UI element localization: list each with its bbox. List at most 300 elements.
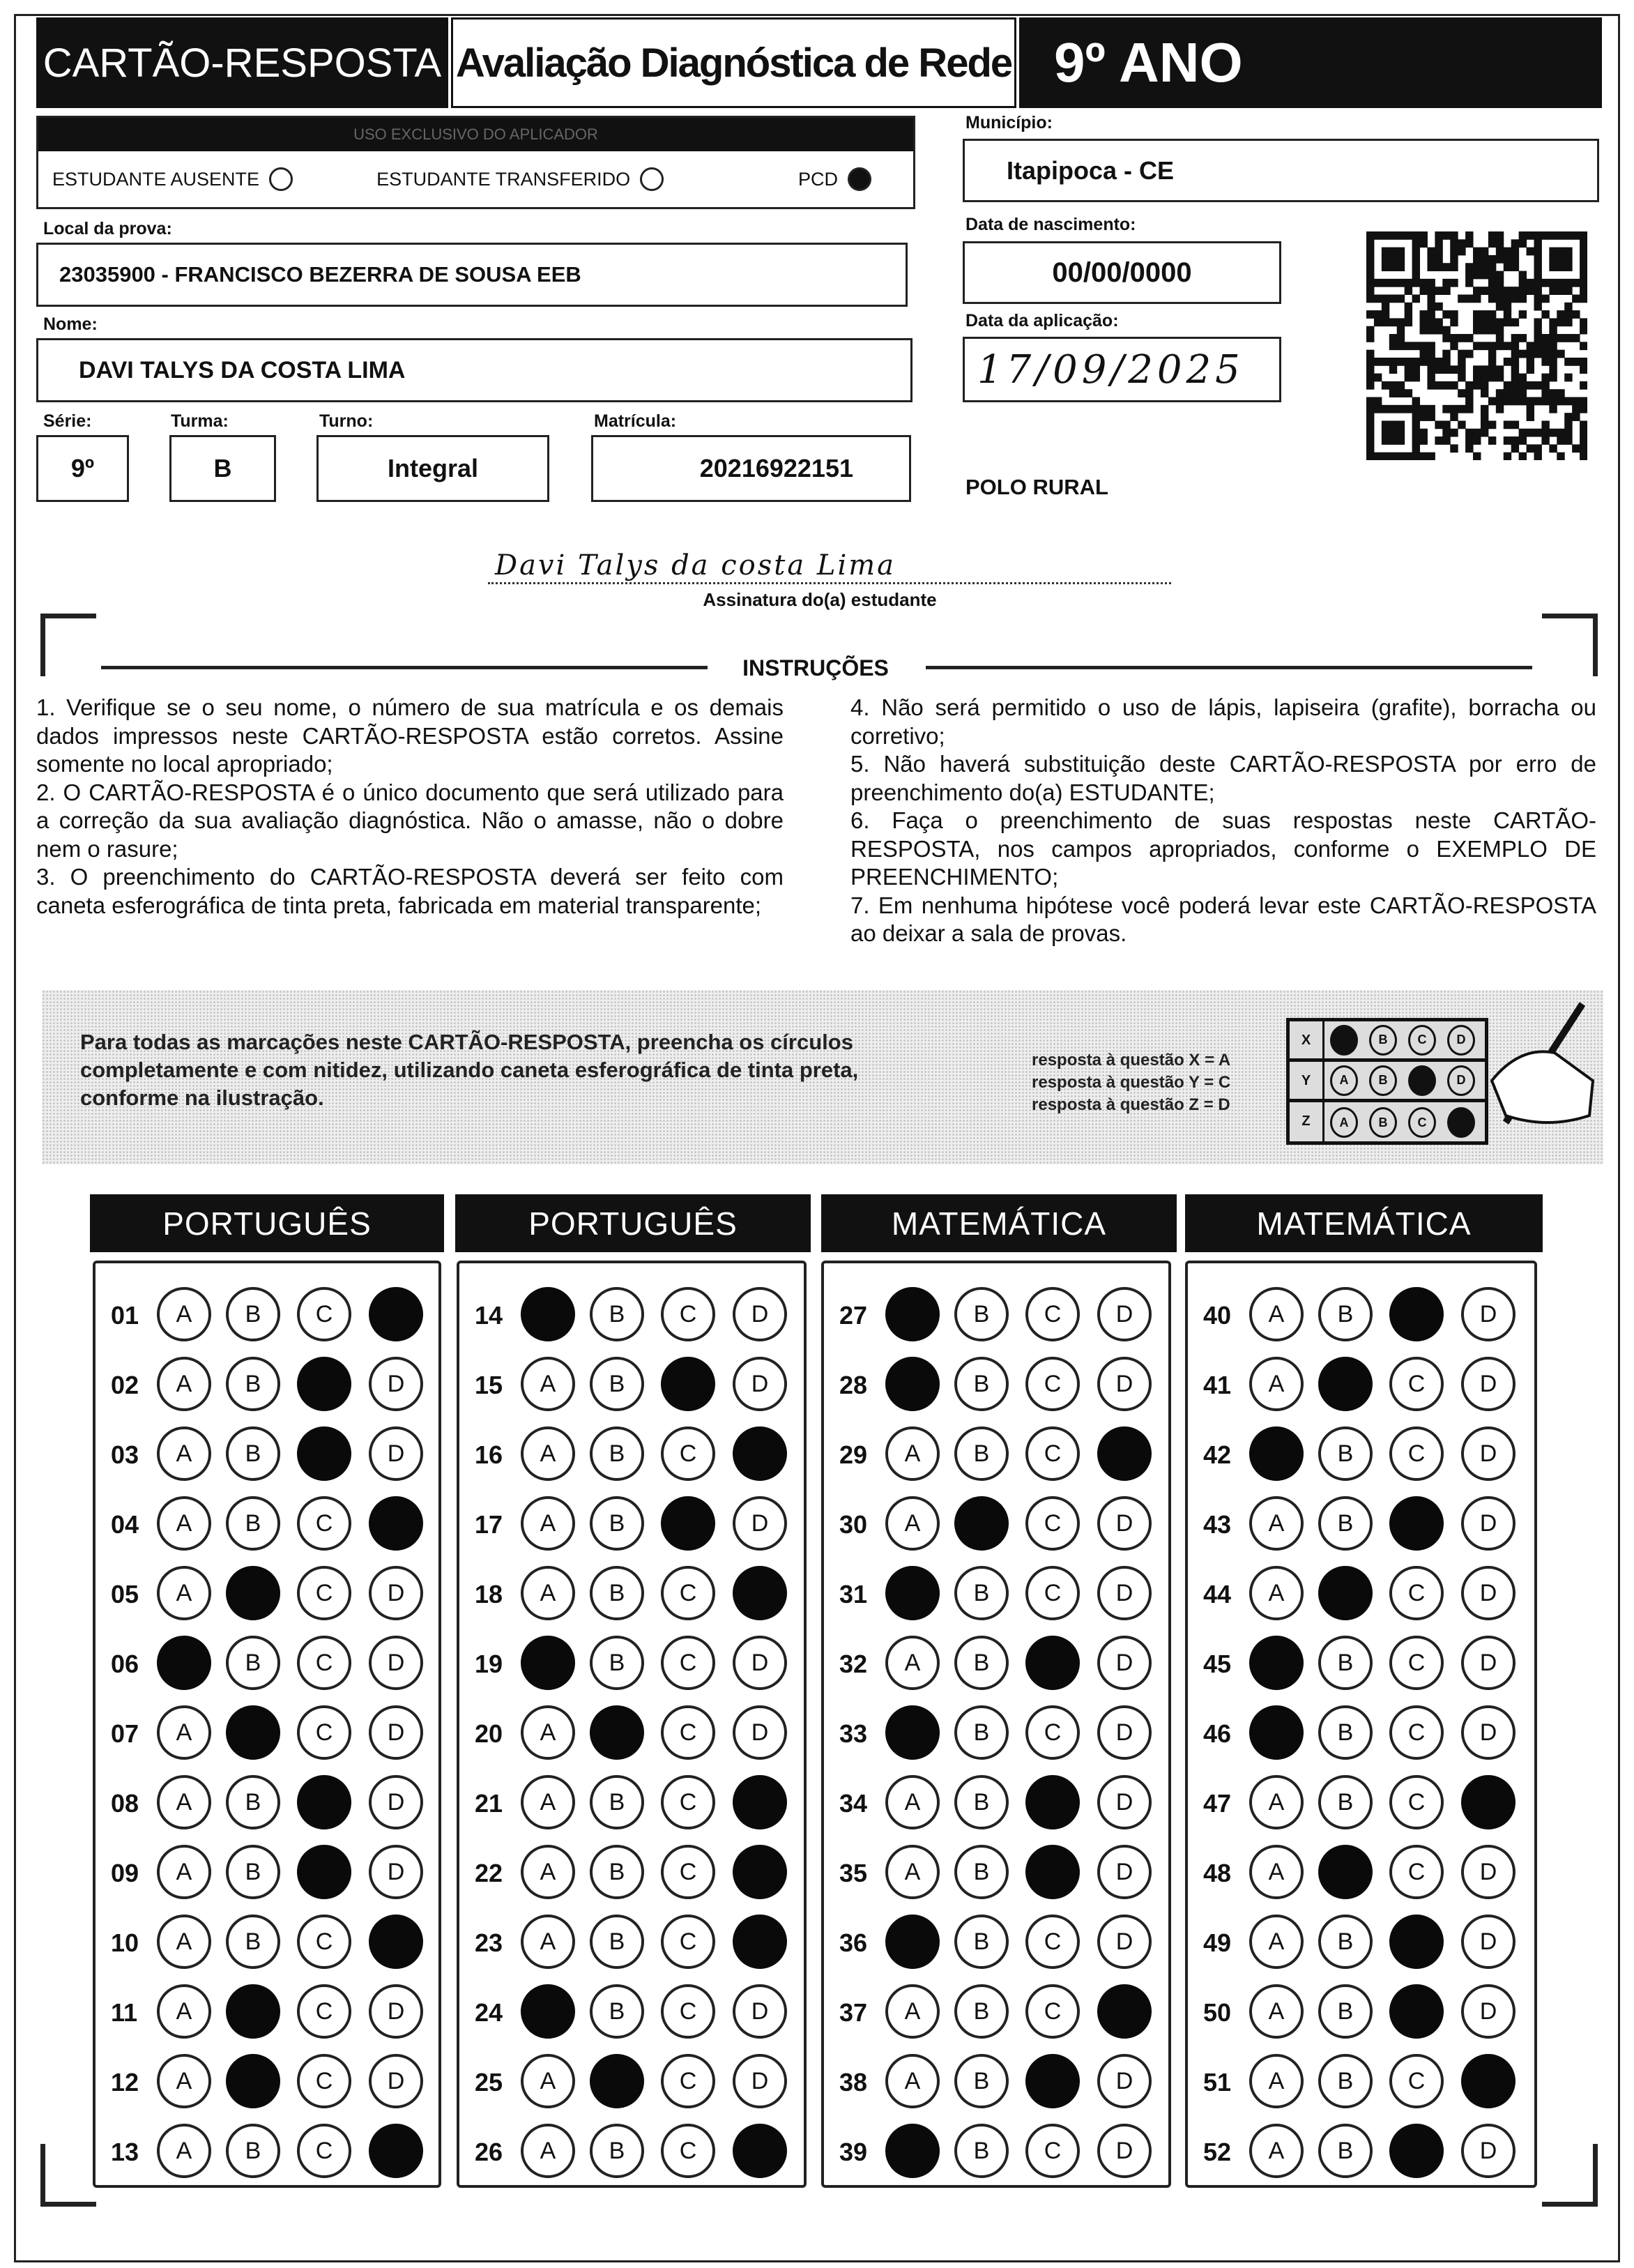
answer-bubble-d[interactable]: D: [733, 1357, 787, 1411]
answer-bubble-a[interactable]: [1249, 1426, 1304, 1481]
answer-bubble-d[interactable]: D: [1097, 1705, 1152, 1760]
answer-bubble-a[interactable]: A: [157, 1775, 211, 1829]
answer-bubble-a[interactable]: A: [157, 1984, 211, 2039]
answer-bubble-b[interactable]: [226, 1566, 280, 1620]
answer-bubble-c[interactable]: C: [1025, 1357, 1080, 1411]
answer-bubble-b[interactable]: B: [1318, 1705, 1373, 1760]
question-number: 19: [475, 1650, 503, 1678]
example-bubble-a: A: [1330, 1107, 1358, 1138]
answer-bubble-a[interactable]: A: [521, 1845, 575, 1899]
answer-bubble-c[interactable]: [297, 1775, 351, 1829]
answer-bubble-c[interactable]: [297, 1845, 351, 1899]
example-bubble-c: [1408, 1065, 1436, 1096]
instruction-item: 1. Verifique se o seu nome, o número de sua matrícula e os demais dados impressos neste CARTÃO-RESPOSTA estão corretos. Assine somente no local apropriado;: [36, 694, 784, 777]
answer-bubble-c[interactable]: C: [297, 1287, 351, 1341]
instruction-item: 5. Não haverá substituição deste CARTÃO-RESPOSTA por erro de preenchimento do(a) ESTUDANTE;: [850, 751, 1596, 805]
question-number: 15: [475, 1371, 503, 1399]
answer-bubble-c[interactable]: C: [1389, 1636, 1444, 1690]
question-number: 36: [839, 1928, 868, 1957]
question-row: [824, 1915, 1168, 1970]
question-number: 25: [475, 2068, 503, 2096]
question-number: 01: [111, 1301, 139, 1330]
answer-bubble-a[interactable]: A: [885, 1845, 940, 1899]
turno-label: Turno:: [319, 411, 374, 431]
answer-bubble-c[interactable]: C: [1389, 1845, 1444, 1899]
answer-bubble-c[interactable]: [297, 1426, 351, 1481]
answer-bubble-b[interactable]: B: [590, 1496, 644, 1551]
answer-bubble-c[interactable]: C: [661, 1287, 715, 1341]
question-number: 02: [111, 1371, 139, 1399]
answer-bubble-d[interactable]: D: [369, 1357, 423, 1411]
answer-bubble-d[interactable]: D: [733, 1636, 787, 1690]
instruction-item: 6. Faça o preenchimento de suas respostas neste CARTÃO-RESPOSTA, nos campos apropriados, conforme o EXEMPLO DE PREENCHIMENTO;: [850, 807, 1596, 890]
answer-bubble-a[interactable]: [1249, 1705, 1304, 1760]
answer-bubble-d[interactable]: D: [733, 2054, 787, 2108]
corner-mark: [1542, 2144, 1598, 2207]
answer-bubble-b[interactable]: B: [226, 1287, 280, 1341]
instructions-right: [850, 694, 1596, 948]
question-number: 39: [839, 2138, 868, 2166]
answer-bubble-c[interactable]: [1025, 1636, 1080, 1690]
answer-bubble-b[interactable]: B: [590, 1566, 644, 1620]
answer-bubble-b[interactable]: B: [226, 1636, 280, 1690]
answer-bubble-c[interactable]: C: [297, 1636, 351, 1690]
answer-bubble-c[interactable]: C: [661, 1566, 715, 1620]
answer-bubble-b[interactable]: B: [954, 1845, 1009, 1899]
answer-bubble-c[interactable]: [661, 1496, 715, 1551]
answer-bubble-d[interactable]: D: [1461, 2124, 1515, 2178]
answer-bubble-b[interactable]: B: [226, 1426, 280, 1481]
question-number: 51: [1203, 2068, 1232, 2096]
question-row: [459, 1915, 804, 1970]
question-number: 06: [111, 1650, 139, 1678]
answer-bubble-a[interactable]: A: [885, 1496, 940, 1551]
answer-bubble-d[interactable]: [1461, 1775, 1515, 1829]
answer-bubble-d[interactable]: D: [1097, 2124, 1152, 2178]
answer-bubble-d[interactable]: [733, 1566, 787, 1620]
instruction-item: 7. Em nenhuma hipótese você poderá levar este CARTÃO-RESPOSTA ao deixar a sala de provas.: [850, 892, 1596, 946]
example-line: resposta à questão Y = C: [1032, 1073, 1231, 1092]
answer-bubble-b[interactable]: B: [954, 1426, 1009, 1481]
question-row: [96, 1357, 438, 1413]
answer-bubble-b[interactable]: B: [1318, 1775, 1373, 1829]
answer-bubble-c[interactable]: C: [297, 1984, 351, 2039]
answer-bubble-a[interactable]: A: [157, 1705, 211, 1760]
question-number: 16: [475, 1440, 503, 1469]
question-row: [459, 1426, 804, 1482]
answer-bubble-d[interactable]: [369, 1915, 423, 1969]
answer-bubble-c[interactable]: [661, 1357, 715, 1411]
answer-bubble-d[interactable]: [733, 2124, 787, 2178]
answer-bubble-a[interactable]: A: [521, 1705, 575, 1760]
answer-bubble-b[interactable]: B: [954, 1566, 1009, 1620]
corner-mark: [40, 2144, 96, 2207]
answer-bubble-c[interactable]: C: [661, 2054, 715, 2108]
answer-bubble-d[interactable]: D: [369, 1426, 423, 1481]
answer-bubble-a[interactable]: A: [521, 1566, 575, 1620]
answer-bubble-b[interactable]: [1318, 1357, 1373, 1411]
answer-bubble-b[interactable]: B: [590, 2124, 644, 2178]
answer-bubble-b[interactable]: [226, 1984, 280, 2039]
answer-bubble-a[interactable]: A: [157, 2054, 211, 2108]
answer-bubble-b[interactable]: B: [590, 1287, 644, 1341]
answer-bubble-b[interactable]: B: [226, 1915, 280, 1969]
serie-field: 9º: [36, 435, 129, 502]
answer-bubble-b[interactable]: [590, 1705, 644, 1760]
answer-bubble-b[interactable]: B: [590, 1984, 644, 2039]
answer-bubble-b[interactable]: B: [590, 1357, 644, 1411]
answer-bubble-b[interactable]: B: [1318, 1915, 1373, 1969]
question-number: 38: [839, 2068, 868, 2096]
answer-bubble-c[interactable]: C: [1389, 1426, 1444, 1481]
answer-bubble-a[interactable]: A: [1249, 1775, 1304, 1829]
matricula-field: 20216922151: [591, 435, 911, 502]
example-bubble-c: C: [1408, 1025, 1436, 1056]
nascimento-field: 00/00/0000: [963, 241, 1281, 304]
answer-bubble-c[interactable]: [1025, 1845, 1080, 1899]
answer-bubble-b[interactable]: B: [1318, 2124, 1373, 2178]
answer-bubble-d[interactable]: [369, 1496, 423, 1551]
answer-bubble-a[interactable]: A: [521, 1426, 575, 1481]
question-row: [824, 1496, 1168, 1552]
answer-bubble-c[interactable]: C: [297, 2054, 351, 2108]
question-number: 42: [1203, 1440, 1232, 1469]
answer-bubble-c[interactable]: [1389, 1496, 1444, 1551]
answer-bubble-c[interactable]: [1389, 1915, 1444, 1969]
answer-bubble-d[interactable]: D: [733, 1984, 787, 2039]
answer-bubble-b[interactable]: B: [954, 1357, 1009, 1411]
answer-bubble-c[interactable]: C: [1389, 1357, 1444, 1411]
answer-bubble-b[interactable]: B: [226, 2124, 280, 2178]
answer-bubble-b[interactable]: B: [590, 1775, 644, 1829]
answer-bubble-b[interactable]: B: [226, 1775, 280, 1829]
answer-bubble-c[interactable]: C: [1025, 1705, 1080, 1760]
answer-bubble-b[interactable]: B: [1318, 1984, 1373, 2039]
answer-bubble-a[interactable]: A: [521, 2054, 575, 2108]
corner-mark: [40, 614, 96, 676]
answer-bubble-a[interactable]: A: [885, 1775, 940, 1829]
answer-bubble-a[interactable]: [885, 1357, 940, 1411]
answer-bubble-d[interactable]: [733, 1915, 787, 1969]
answer-bubble-b[interactable]: B: [1318, 1287, 1373, 1341]
answer-bubble-b[interactable]: B: [1318, 2054, 1373, 2108]
answer-bubble-c[interactable]: C: [1025, 1496, 1080, 1551]
answer-bubble-a[interactable]: A: [1249, 2054, 1304, 2108]
hand-pen-icon: [1478, 997, 1596, 1136]
question-row: [96, 2054, 438, 2110]
answer-bubble-c[interactable]: C: [1025, 1984, 1080, 2039]
question-row: [459, 1636, 804, 1691]
question-row: [96, 1984, 438, 2040]
answer-bubble-d[interactable]: D: [369, 1705, 423, 1760]
answer-bubble-a[interactable]: A: [1249, 1496, 1304, 1551]
answer-bubble-a[interactable]: A: [1249, 1845, 1304, 1899]
answer-bubble-c[interactable]: C: [661, 1636, 715, 1690]
answer-bubble-c[interactable]: [1389, 2124, 1444, 2178]
question-row: [96, 1845, 438, 1901]
answer-bubble-d[interactable]: D: [1461, 1705, 1515, 1760]
answer-bubble-d[interactable]: [369, 2124, 423, 2178]
pcd-checkbox[interactable]: [848, 167, 871, 191]
question-row: [459, 1566, 804, 1622]
answer-bubble-c[interactable]: C: [1025, 1426, 1080, 1481]
example-panel: [42, 990, 1603, 1164]
answer-bubble-d[interactable]: D: [1461, 1845, 1515, 1899]
answer-bubble-d[interactable]: D: [733, 1287, 787, 1341]
question-number: 29: [839, 1440, 868, 1469]
answer-bubble-c[interactable]: C: [1389, 1775, 1444, 1829]
answer-bubble-a[interactable]: A: [885, 1636, 940, 1690]
answer-bubble-c[interactable]: C: [297, 2124, 351, 2178]
answer-bubble-c[interactable]: C: [661, 1984, 715, 2039]
question-number: 27: [839, 1301, 868, 1330]
answer-bubble-c[interactable]: C: [297, 1566, 351, 1620]
example-bubble-d: D: [1447, 1025, 1475, 1056]
answer-bubble-c[interactable]: C: [297, 1705, 351, 1760]
answer-bubble-d[interactable]: D: [369, 2054, 423, 2108]
answer-bubble-d[interactable]: D: [1461, 1915, 1515, 1969]
answer-bubble-c[interactable]: C: [1389, 1566, 1444, 1620]
answer-bubble-c[interactable]: C: [661, 1705, 715, 1760]
answer-bubble-d[interactable]: [733, 1426, 787, 1481]
answer-bubble-d[interactable]: D: [1461, 1984, 1515, 2039]
question-number: 28: [839, 1371, 868, 1399]
question-number: 52: [1203, 2138, 1232, 2166]
answer-bubble-b[interactable]: B: [954, 1287, 1009, 1341]
answer-bubble-d[interactable]: D: [369, 1566, 423, 1620]
answer-bubble-a[interactable]: [885, 1705, 940, 1760]
answer-bubble-a[interactable]: A: [521, 1775, 575, 1829]
answer-bubble-b[interactable]: [954, 1496, 1009, 1551]
answer-bubble-c[interactable]: C: [1389, 1705, 1444, 1760]
question-row: [1188, 1287, 1534, 1343]
answer-bubble-c[interactable]: [1389, 1984, 1444, 2039]
question-number: 24: [475, 1998, 503, 2027]
answer-bubble-d[interactable]: D: [1097, 2054, 1152, 2108]
answer-bubble-d[interactable]: [369, 1287, 423, 1341]
answer-bubble-a[interactable]: A: [521, 1357, 575, 1411]
divider: [926, 666, 1532, 669]
answer-bubble-c[interactable]: C: [661, 1775, 715, 1829]
polo-label: POLO RURAL: [965, 475, 1108, 499]
example-bubble-a: [1330, 1025, 1358, 1056]
example-row: [1290, 1102, 1485, 1143]
answer-bubble-d[interactable]: [1097, 1984, 1152, 2039]
question-row: [824, 1287, 1168, 1343]
question-row: [1188, 2054, 1534, 2110]
question-number: 37: [839, 1998, 868, 2027]
question-row: [1188, 1426, 1534, 1482]
answer-bubble-a[interactable]: A: [157, 2124, 211, 2178]
answer-bubble-c[interactable]: [1025, 2054, 1080, 2108]
answer-bubble-c[interactable]: [1025, 1775, 1080, 1829]
question-number: 45: [1203, 1650, 1232, 1678]
answer-bubble-a[interactable]: A: [157, 1287, 211, 1341]
answer-bubble-a[interactable]: A: [521, 1496, 575, 1551]
question-row: [96, 1496, 438, 1552]
answer-bubble-d[interactable]: D: [733, 1705, 787, 1760]
answer-bubble-b[interactable]: B: [590, 1636, 644, 1690]
answer-bubble-a[interactable]: A: [1249, 1566, 1304, 1620]
exam-title: Avaliação Diagnóstica de Rede: [451, 17, 1016, 108]
question-row: [824, 2054, 1168, 2110]
answer-bubble-a[interactable]: A: [1249, 1287, 1304, 1341]
section-header: MATEMÁTICA: [821, 1194, 1177, 1252]
answer-bubble-d[interactable]: D: [1097, 1915, 1152, 1969]
answer-bubble-b[interactable]: B: [954, 1984, 1009, 2039]
answer-bubble-a[interactable]: A: [1249, 2124, 1304, 2178]
question-row: [1188, 1984, 1534, 2040]
transferred-checkbox[interactable]: [640, 167, 664, 191]
answer-bubble-b[interactable]: B: [226, 1496, 280, 1551]
answer-bubble-d[interactable]: D: [1097, 1775, 1152, 1829]
question-number: 50: [1203, 1998, 1232, 2027]
applicator-box: [36, 116, 915, 209]
answer-bubble-a[interactable]: A: [1249, 1357, 1304, 1411]
answer-bubble-d[interactable]: D: [369, 1775, 423, 1829]
answer-bubble-d[interactable]: D: [1461, 1636, 1515, 1690]
question-row: [824, 1426, 1168, 1482]
answer-bubble-b[interactable]: B: [954, 2054, 1009, 2108]
answer-bubble-a[interactable]: [885, 1566, 940, 1620]
answer-bubble-d[interactable]: [733, 1845, 787, 1899]
answer-bubble-a[interactable]: [885, 1915, 940, 1969]
answer-bubble-a[interactable]: A: [521, 2124, 575, 2178]
answer-bubble-b[interactable]: B: [226, 1357, 280, 1411]
answer-bubble-a[interactable]: A: [885, 1426, 940, 1481]
municipio-label: Município:: [965, 113, 1053, 132]
answer-bubble-a[interactable]: A: [885, 2054, 940, 2108]
answer-bubble-d[interactable]: D: [369, 1636, 423, 1690]
answer-bubble-a[interactable]: A: [157, 1426, 211, 1481]
question-row: [96, 1915, 438, 1970]
answer-bubble-d[interactable]: [1461, 2054, 1515, 2108]
answer-bubble-c[interactable]: C: [661, 1426, 715, 1481]
question-row: [824, 1705, 1168, 1761]
answer-bubble-a[interactable]: A: [157, 1845, 211, 1899]
answer-bubble-b[interactable]: B: [954, 2124, 1009, 2178]
absent-checkbox[interactable]: [269, 167, 293, 191]
answer-bubble-a[interactable]: A: [157, 1566, 211, 1620]
answer-bubble-c[interactable]: C: [1025, 1566, 1080, 1620]
answer-bubble-c[interactable]: C: [661, 1915, 715, 1969]
aplicacao-label: Data da aplicação:: [965, 311, 1119, 330]
answer-bubble-d[interactable]: D: [1097, 1845, 1152, 1899]
instruction-item: 2. O CARTÃO-RESPOSTA é o único documento que será utilizado para a correção da sua avaliação diagnóstica. Não o amasse, não o dobre nem o rasure;: [36, 779, 784, 862]
answer-bubble-a[interactable]: [885, 1287, 940, 1341]
answer-bubble-b[interactable]: B: [590, 1845, 644, 1899]
answer-bubble-a[interactable]: A: [157, 1496, 211, 1551]
answer-bubble-d[interactable]: D: [1461, 1566, 1515, 1620]
answer-bubble-c[interactable]: C: [1025, 1287, 1080, 1341]
answer-bubble-c[interactable]: C: [661, 2124, 715, 2178]
answer-bubble-d[interactable]: D: [1461, 1426, 1515, 1481]
answer-bubble-b[interactable]: B: [1318, 1496, 1373, 1551]
answer-bubble-d[interactable]: D: [733, 1496, 787, 1551]
answer-bubble-b[interactable]: B: [1318, 1636, 1373, 1690]
answer-bubble-c[interactable]: C: [661, 1845, 715, 1899]
question-row: [1188, 1845, 1534, 1901]
question-number: 08: [111, 1789, 139, 1818]
answer-bubble-b[interactable]: [590, 2054, 644, 2108]
question-row: [459, 2054, 804, 2110]
question-row: [96, 1426, 438, 1482]
answer-bubble-a[interactable]: A: [1249, 1915, 1304, 1969]
answer-bubble-b[interactable]: B: [954, 1775, 1009, 1829]
answer-bubble-b[interactable]: [1318, 1566, 1373, 1620]
example-illustration: [1286, 1018, 1488, 1145]
answer-bubble-c[interactable]: [297, 1357, 351, 1411]
answer-bubble-c[interactable]: [1389, 1287, 1444, 1341]
answer-bubble-c[interactable]: C: [1389, 2054, 1444, 2108]
answer-bubble-a[interactable]: [1249, 1636, 1304, 1690]
answer-bubble-b[interactable]: B: [1318, 1426, 1373, 1481]
answer-bubble-c[interactable]: C: [1025, 1915, 1080, 1969]
answer-bubble-a[interactable]: A: [521, 1915, 575, 1969]
answer-bubble-d[interactable]: D: [1461, 1287, 1515, 1341]
question-row: [96, 1705, 438, 1761]
answer-bubble-b[interactable]: B: [226, 1845, 280, 1899]
answer-bubble-d[interactable]: [1097, 1426, 1152, 1481]
answer-bubble-d[interactable]: D: [1097, 1287, 1152, 1341]
answer-bubble-d[interactable]: D: [1461, 1357, 1515, 1411]
answer-bubble-a[interactable]: [521, 1287, 575, 1341]
answer-bubble-d[interactable]: D: [1461, 1496, 1515, 1551]
answer-bubble-d[interactable]: D: [1097, 1357, 1152, 1411]
answer-bubble-b[interactable]: B: [590, 1915, 644, 1969]
turma-field: B: [169, 435, 276, 502]
answer-bubble-b[interactable]: B: [590, 1426, 644, 1481]
instruction-item: 3. O preenchimento do CARTÃO-RESPOSTA deverá ser feito com caneta esferográfica de tinta preta, fabricada em material transparente;: [36, 864, 784, 918]
answer-bubble-a[interactable]: A: [157, 1357, 211, 1411]
question-row: [1188, 1636, 1534, 1691]
matricula-label: Matrícula:: [594, 411, 677, 431]
answer-bubble-d[interactable]: D: [1097, 1496, 1152, 1551]
answer-bubble-b[interactable]: B: [954, 1705, 1009, 1760]
answer-bubble-a[interactable]: [521, 1636, 575, 1690]
example-bubble-a: A: [1330, 1065, 1358, 1096]
local-field: 23035900 - FRANCISCO BEZERRA DE SOUSA EEB: [36, 243, 908, 307]
answer-bubble-b[interactable]: B: [954, 1915, 1009, 1969]
answer-bubble-d[interactable]: D: [1097, 1566, 1152, 1620]
section-header: MATEMÁTICA: [1185, 1194, 1543, 1252]
answer-bubble-d[interactable]: D: [369, 1984, 423, 2039]
grade-title: 9º ANO: [1019, 17, 1602, 108]
question-number: 32: [839, 1650, 868, 1678]
answer-bubble-a[interactable]: A: [157, 1915, 211, 1969]
answer-bubble-b[interactable]: [226, 1705, 280, 1760]
answer-grid: [457, 1261, 807, 2188]
answer-bubble-b[interactable]: B: [954, 1636, 1009, 1690]
answer-bubble-c[interactable]: C: [297, 1496, 351, 1551]
answer-bubble-a[interactable]: [521, 1984, 575, 2039]
answer-bubble-c[interactable]: C: [297, 1915, 351, 1969]
answer-bubble-a[interactable]: A: [1249, 1984, 1304, 2039]
answer-bubble-a[interactable]: A: [885, 1984, 940, 2039]
example-question-label: X: [1290, 1021, 1324, 1058]
answer-bubble-d[interactable]: [733, 1775, 787, 1829]
nome-field: DAVI TALYS DA COSTA LIMA: [36, 338, 913, 402]
question-number: 30: [839, 1510, 868, 1539]
answer-bubble-b[interactable]: [1318, 1845, 1373, 1899]
answer-bubble-c[interactable]: C: [1025, 2124, 1080, 2178]
answer-bubble-a[interactable]: [157, 1636, 211, 1690]
answer-bubble-d[interactable]: D: [1097, 1636, 1152, 1690]
answer-bubble-d[interactable]: D: [369, 1845, 423, 1899]
answer-bubble-b[interactable]: [226, 2054, 280, 2108]
question-row: [1188, 2124, 1534, 2179]
answer-bubble-a[interactable]: [885, 2124, 940, 2178]
